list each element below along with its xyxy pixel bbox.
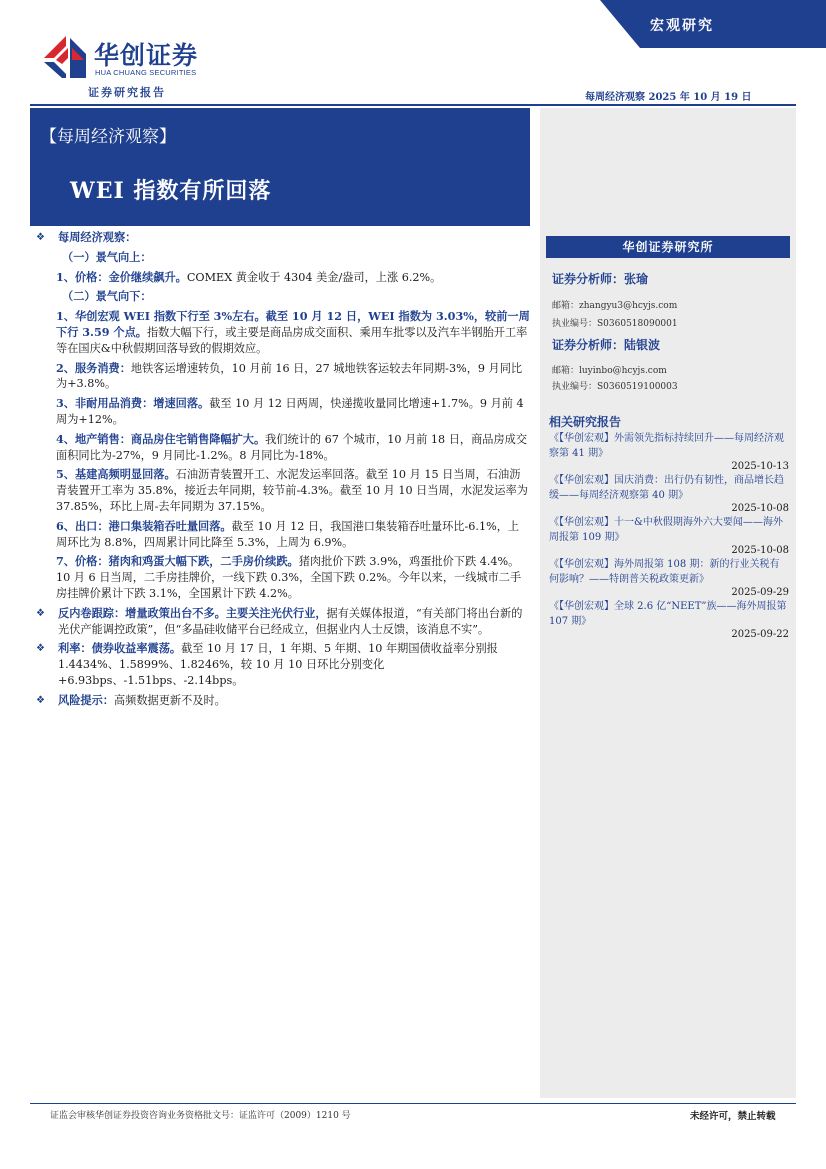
paragraph-lead: 反内卷跟踪：增量政策出台不多。主要关注光伏行业， (58, 605, 327, 620)
analyst-name: 证券分析师：张瑜 (552, 272, 649, 286)
paragraph-text: 截至 10 月 17 日，1 年期、5 年期、10 年期国债收益率分别报 1.4434%、1.5899%、1.8246%，较 10 月 10 日环比分别变化+6.93bps、-1.51bps、-2.14bps。 (58, 642, 498, 687)
related-report-link[interactable]: 《【华创宏观】全球 2.6 亿“NEET”族——海外周报第 107 期》 (549, 601, 787, 627)
paragraph-text: 据有关媒体报道，“有关部门将出台新的光伏产能调控政策”，但“多晶硅收储平台已经成立，但据业内人士反馈，该消息不实”。 (58, 606, 523, 636)
paragraph-lead: 5、基建高频明显回落。 (56, 467, 176, 482)
paragraph-lead: 利率：债券收益率震荡。 (58, 641, 182, 656)
paragraph-text: 地铁客运增速转负，10 月前 16 日，27 城地铁客运较去年同期-3%，9 月同比为+3.8%。 (56, 361, 523, 391)
subsection-up (36, 250, 530, 266)
logo-cn: 华创证券 (94, 41, 199, 70)
section-weekly (36, 230, 530, 246)
analyst-license: 执业编号：S0360518090001 (552, 319, 678, 329)
subsection-down (36, 289, 530, 305)
paragraph (36, 309, 530, 356)
footer-copyright: 未经许可，禁止转载 (690, 1111, 776, 1122)
paragraph-lead: 1、价格：金价继续飙升。 (56, 269, 187, 284)
title-series: 【每周经济观察】 (40, 127, 176, 147)
paragraph-lead: 4、地产销售：商品房住宅销售降幅扩大。 (56, 431, 266, 446)
page-title: WEI 指数有所回落 (70, 178, 272, 204)
analyst-email[interactable]: 邮箱：luyinbo@hcyjs.com (552, 366, 667, 376)
related-report-date: 2025-09-22 (731, 629, 789, 640)
series-date: 每周经济观察 2025 年 10 月 19 日 (585, 92, 752, 103)
paragraph-text: 截至 10 月 12 日两周，快递揽收量同比增速+1.7%。9 月前 4 周为+12%。 (56, 397, 524, 426)
logo-en: HUA CHUANG SECURITIES (95, 68, 197, 77)
paragraph-lead: 1、华创宏观 WEI 指数下行至 3%左右。截至 10 月 12 日，WEI 指数为 3.03%，较前一周下行 3.59 个点。 (56, 309, 530, 339)
header-divider (30, 104, 796, 106)
paragraph (36, 361, 530, 393)
related-report-link[interactable]: 《【华创宏观】国庆消费：出行仍有韧性，商品增长趋缓——每周经济观察第 40 期》 (549, 475, 784, 501)
section-risk (36, 693, 530, 709)
related-report-link[interactable]: 《【华创宏观】外需领先指标持续回升——每周经济观察第 41 期》 (549, 433, 784, 459)
paragraph-lead: 6、出口：港口集装箱吞吐量回落。 (56, 518, 232, 533)
related-report-link[interactable]: 《【华创宏观】海外周报第 108 期：新的行业关税有何影响？——特朗普关税政策更新》 (549, 559, 780, 585)
paragraph (36, 554, 530, 601)
subsection-heading: （二）景气向下： (62, 289, 152, 304)
related-reports-title: 相关研究报告 (549, 415, 622, 429)
paragraph-text: 指数大幅下行，或主要是商品房成交面积、乘用车批零以及汽车半钢胎开工率等在国庆&中秋假期回落导致的假期效应。 (56, 325, 528, 355)
section-heading: 每周经济观察： (58, 230, 137, 244)
footer-divider (30, 1103, 796, 1104)
paragraph-text: 我们统计的 67 个城市，10 月前 18 日，商品房成交面积同比为-27%，9 月同比-1.2%。8 月同比为-18%。 (56, 432, 528, 462)
subsection-heading: （一）景气向上： (62, 249, 152, 264)
related-report-date: 2025-10-13 (731, 461, 789, 472)
footer-license: 证监会审核华创证券投资咨询业务资格批文号：证监许可（2009）1210 号 (50, 1111, 351, 1121)
related-report-link[interactable]: 《【华创宏观】十一&中秋假期海外六大要闻——海外周报第 109 期》 (549, 517, 783, 543)
paragraph (36, 432, 530, 464)
institute-bar: 华创证券研究所 (546, 236, 790, 258)
main-content (36, 230, 530, 713)
paragraph-text: 猪肉批价下跌 3.9%，鸡蛋批价下跌 4.4%。10 月 6 日当周，二手房挂牌价，一线下跌 0.3%，全国下跌 0.2%。今年以来，一线城市二手房挂牌价累计下跌 3.1%，全国累计下跌 4.2%。 (56, 555, 522, 600)
paragraph-lead: 7、价格：猪肉和鸡蛋大幅下跌，二手房价续跌。 (56, 554, 299, 569)
paragraph-text: 高频数据更新不及时。 (113, 693, 226, 707)
paragraph-text: 石油沥青装置开工、水泥发运率回落。截至 10 月 15 日当周，石油沥青装置开工率为 35.8%，接近去年同期，较节前-4.3%。截至 10 月 10 日当周，水泥发运率为 37.85%，环比上周-去年同期为 37.15%。 (56, 468, 528, 513)
related-report-date: 2025-10-08 (731, 503, 789, 514)
paragraph-text: 截至 10 月 12 日，我国港口集装箱吞吐量环比-6.1%，上周环比为 8.8%，四周累计同比降至 5.3%，上周为 6.9%。 (56, 519, 520, 549)
analyst-email[interactable]: 邮箱：zhangyu3@hcyjs.com (552, 301, 678, 311)
related-report-date: 2025-09-29 (731, 587, 789, 598)
company-logo-icon (42, 34, 88, 80)
section-anti-involution (36, 606, 530, 638)
report-type: 证券研究报告 (88, 86, 166, 99)
paragraph (36, 270, 530, 286)
section-rates (36, 641, 530, 688)
category-tag: 宏观研究 (650, 18, 714, 34)
paragraph-lead: 风险提示： (58, 692, 114, 707)
paragraph (36, 396, 530, 428)
paragraph-lead: 2、服务消费： (56, 360, 131, 375)
related-report-date: 2025-10-08 (731, 545, 789, 556)
paragraph (36, 467, 530, 514)
paragraph (36, 519, 530, 551)
paragraph-text: COMEX 黄金收于 4304 美金/盎司，上涨 6.2%。 (186, 270, 442, 284)
analyst-name: 证券分析师：陆银波 (552, 338, 661, 352)
paragraph-lead: 3、非耐用品消费：增速回落。 (56, 396, 210, 411)
analyst-license: 执业编号：S0360519100003 (552, 382, 678, 392)
